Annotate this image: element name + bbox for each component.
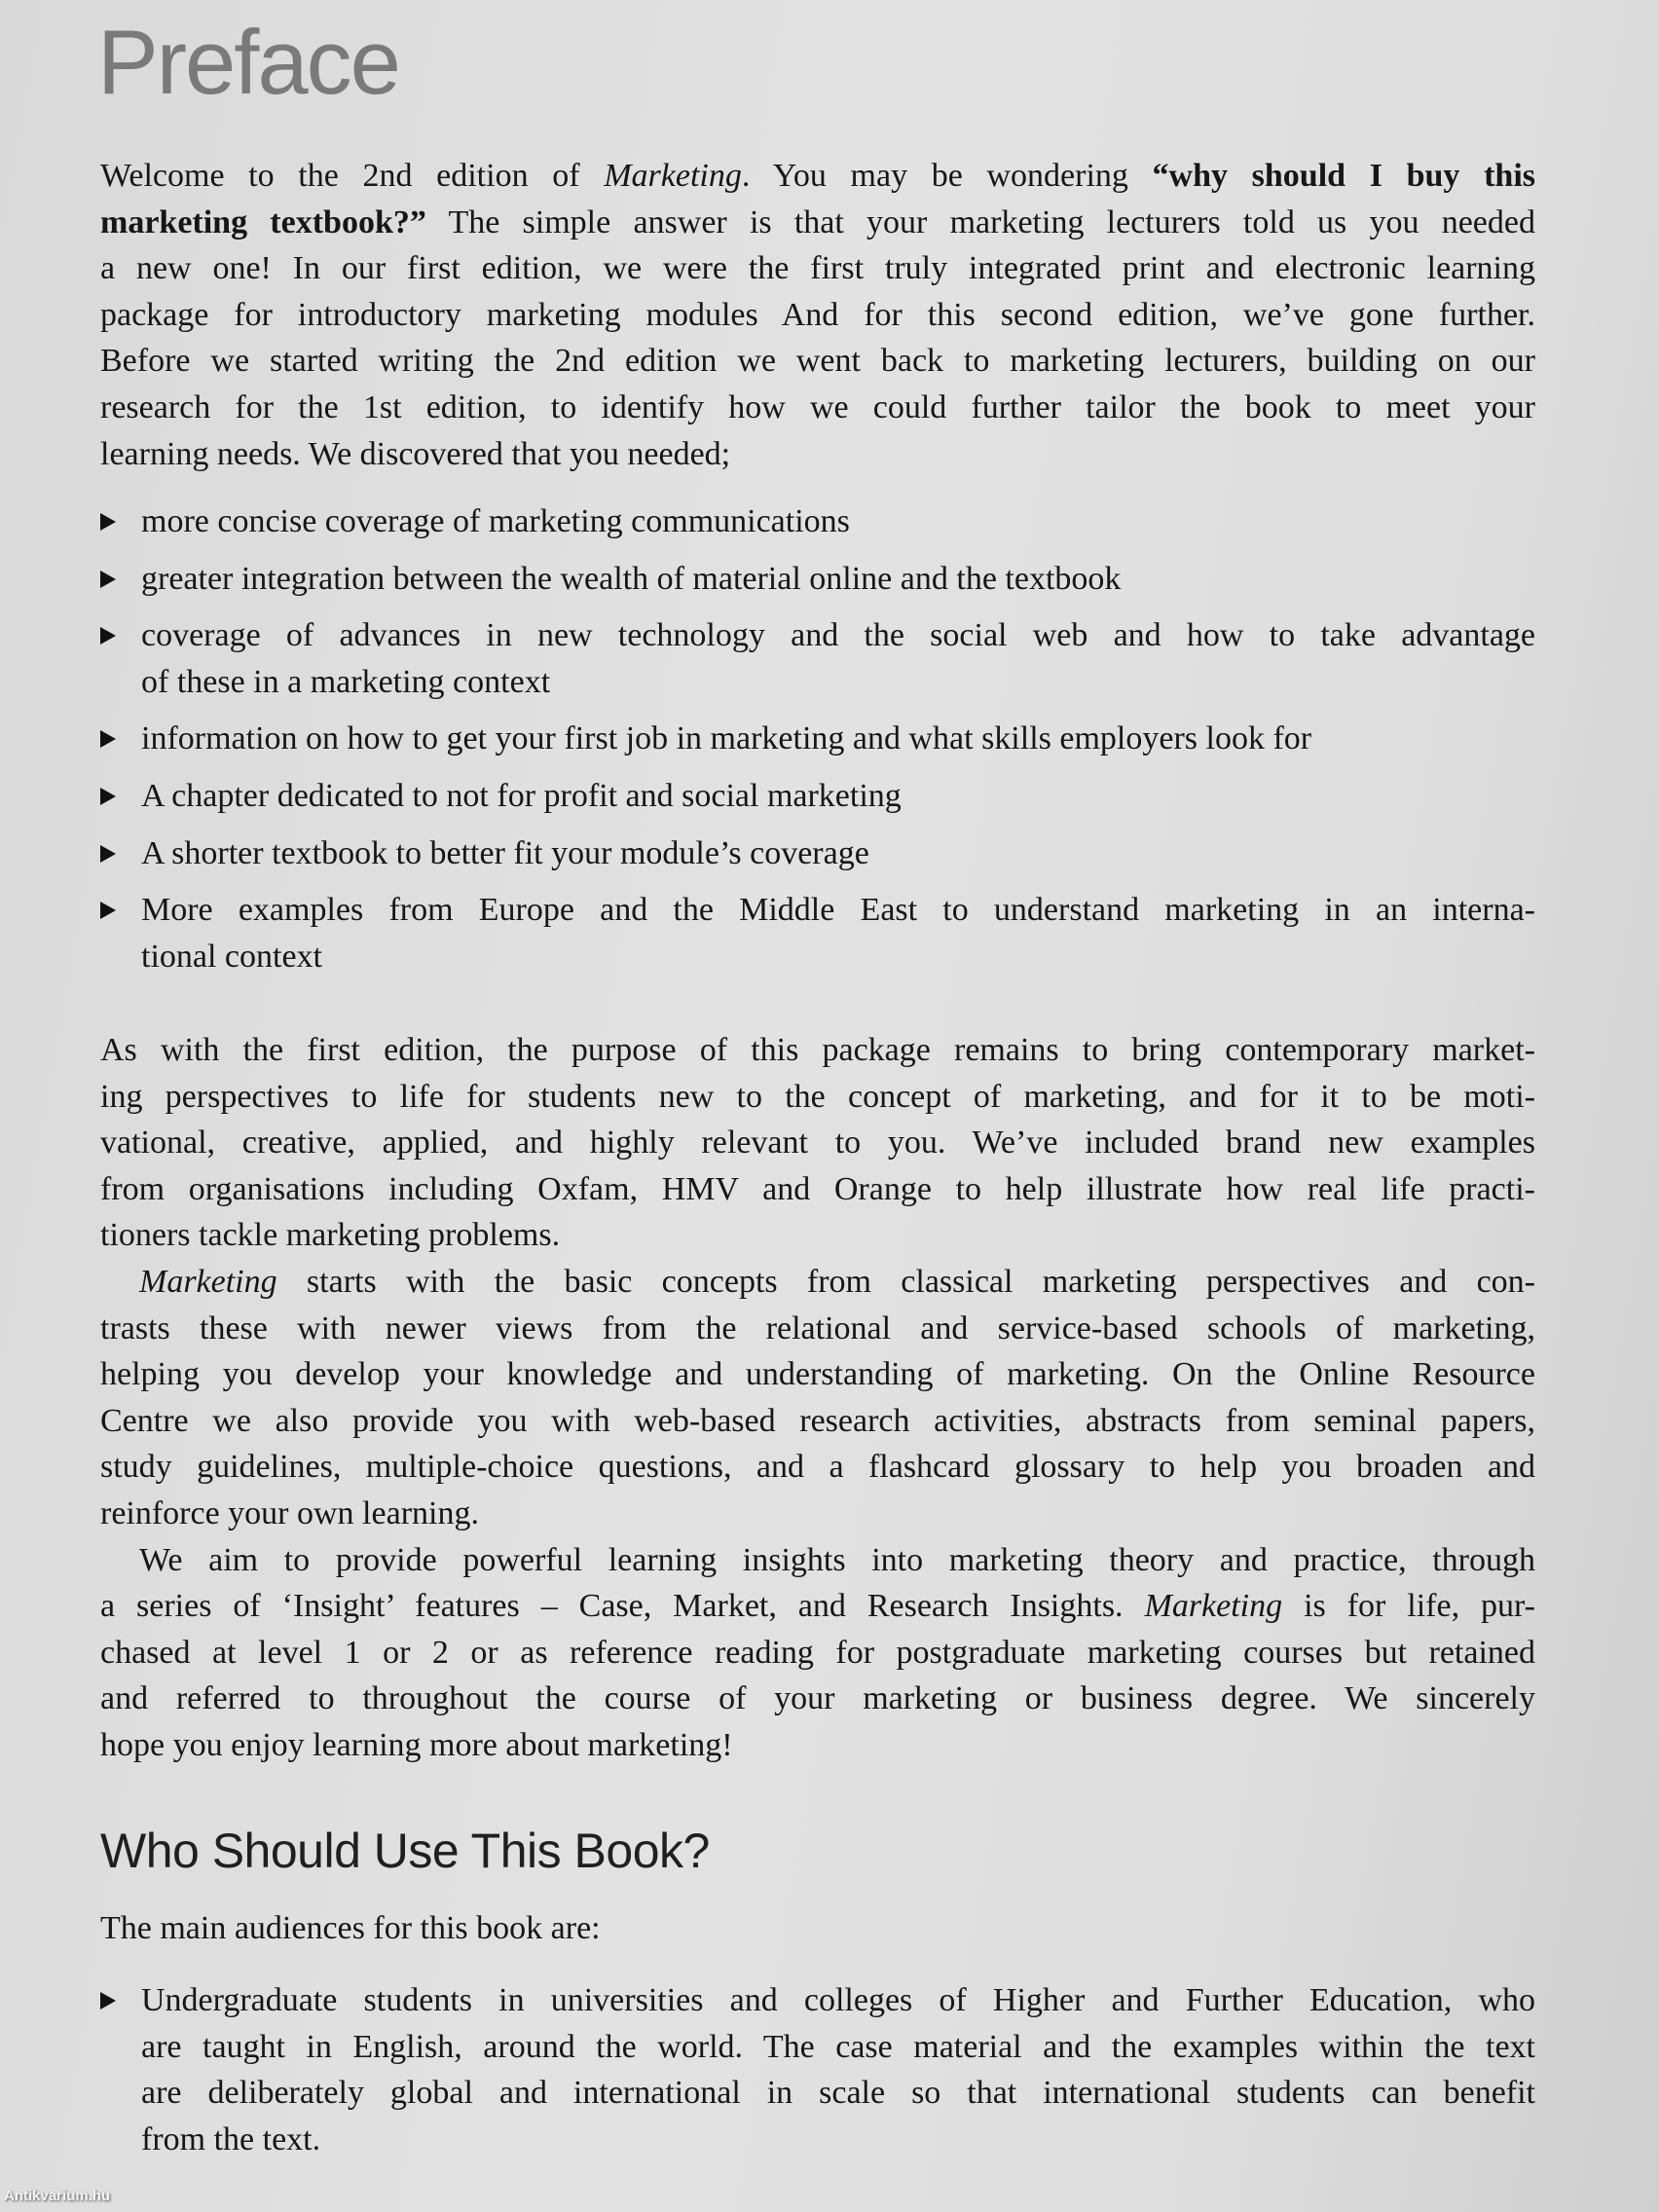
text-line: coverage of advances in new technology and the social web and how to take advantage — [141, 617, 1535, 654]
text-line: are deliberately global and international in scale so that international students can benefit — [141, 2075, 1535, 2112]
text-run: The simple answer is that your marketing lecturers told us you needed — [425, 203, 1535, 240]
text-line: Before we started writing the 2nd edition we went back to marketing lecturers, building on our — [100, 343, 1535, 380]
text-line — [100, 1259, 1535, 1306]
text-line: study guidelines, multiple-choice questions, and a flashcard glossary to help you broaden and — [100, 1449, 1535, 1486]
text-run: . You may be wondering — [741, 158, 1153, 194]
text-line: As with the first edition, the purpose of this package remains to bring contemporary market- — [100, 1032, 1535, 1068]
text-line: helping you develop your knowledge and understanding of marketing. On the Online Resource — [100, 1356, 1535, 1393]
triangle-bullet-icon — [100, 1992, 116, 2009]
text-line: A shorter textbook to better fit your module’s coverage — [141, 834, 869, 871]
text-line: tioners tackle marketing problems. — [100, 1217, 561, 1254]
list-item — [100, 556, 1535, 603]
text-line: We aim to provide powerful learning insights into marketing theory and practice, through — [139, 1541, 1535, 1578]
needs-list — [100, 498, 1535, 990]
list-item — [100, 1977, 1535, 2162]
list-item — [100, 773, 1535, 820]
triangle-bullet-icon — [100, 571, 116, 588]
triangle-bullet-icon — [100, 513, 116, 531]
text-line — [100, 200, 1535, 246]
intro-paragraph — [100, 153, 1535, 477]
text-line: reinforce your own learning. — [100, 1494, 479, 1531]
text-line: hope you enjoy learning more about marketing! — [100, 1726, 733, 1763]
text-line: package for introductory marketing modules And for this second edition, we’ve gone further. — [100, 296, 1535, 333]
italic-text: Marketing — [1144, 1588, 1283, 1625]
text-line: tional context — [141, 938, 323, 975]
text-run: Welcome to the 2nd edition of — [100, 158, 605, 194]
text-line: learning needs. We discovered that you needed; — [100, 435, 731, 472]
text-run: starts with the basic concepts from classical marketing perspectives and con- — [276, 1263, 1535, 1300]
text-line: and referred to throughout the course of your marketing or business degree. We sincerely — [100, 1680, 1535, 1717]
text-line: are taught in English, around the world. The case material and the examples within the text — [141, 2028, 1535, 2065]
text-line: greater integration between the wealth of material online and the textbook — [141, 560, 1122, 597]
triangle-bullet-icon — [100, 845, 116, 863]
body-text — [100, 1027, 1535, 1769]
triangle-bullet-icon — [100, 627, 116, 645]
text-line: A chapter dedicated to not for profit and social marketing — [141, 777, 902, 814]
text-line: a new one! In our first edition, we were the first truly integrated print and electronic learning — [100, 250, 1535, 287]
text-line: Undergraduate students in universities and colleges of Higher and Further Education, who — [141, 1982, 1535, 2018]
text-line: vational, creative, applied, and highly relevant to you. We’ve included brand new examples — [100, 1124, 1535, 1161]
text-line: information on how to get your first job in marketing and what skills employers look for — [141, 720, 1312, 757]
text-run: a series of ‘Insight’ features – Case, Market, and Research Insights. — [100, 1588, 1145, 1625]
page-title: Preface — [97, 11, 399, 113]
italic-text: Marketing — [604, 158, 742, 194]
bold-text: marketing textbook?” — [100, 203, 426, 240]
audiences-lead — [100, 1905, 1535, 1952]
text-line: chased at level 1 or 2 or as reference reading for postgraduate marketing courses but retained — [100, 1634, 1535, 1671]
text-line: trasts these with newer views from the relational and service-based schools of marketing, — [100, 1309, 1535, 1346]
section-heading: Who Should Use This Book? — [100, 1824, 710, 1878]
text-line: from organisations including Oxfam, HMV and Orange to help illustrate how real life practi- — [100, 1170, 1535, 1207]
triangle-bullet-icon — [100, 902, 116, 919]
text-line: research for the 1st edition, to identify how we could further tailor the book to meet your — [100, 388, 1535, 425]
text-line — [100, 153, 1535, 200]
triangle-bullet-icon — [100, 788, 116, 805]
bold-text: “why should I buy this — [1152, 158, 1535, 194]
audiences-list — [100, 1977, 1535, 2173]
triangle-bullet-icon — [100, 730, 116, 748]
list-item — [100, 612, 1535, 705]
watermark: Antikvarium.hu — [4, 2188, 111, 2204]
list-item — [100, 716, 1535, 762]
list-item — [100, 830, 1535, 877]
lead-line: The main audiences for this book are: — [100, 1910, 601, 1946]
text-line: more concise coverage of marketing communications — [141, 503, 850, 539]
text-run: is for life, pur- — [1282, 1588, 1536, 1625]
italic-text: Marketing — [139, 1263, 277, 1300]
list-item — [100, 498, 1535, 545]
text-line: of these in a marketing context — [141, 663, 551, 700]
text-line — [100, 1583, 1535, 1630]
text-line: More examples from Europe and the Middle East to understand marketing in an interna- — [141, 892, 1535, 929]
list-item — [100, 887, 1535, 979]
text-line: from the text. — [141, 2120, 321, 2157]
text-line: ing perspectives to life for students new to the concept of marketing, and for it to be moti- — [100, 1078, 1535, 1115]
text-line: Centre we also provide you with web-based research activities, abstracts from seminal papers, — [100, 1402, 1535, 1439]
